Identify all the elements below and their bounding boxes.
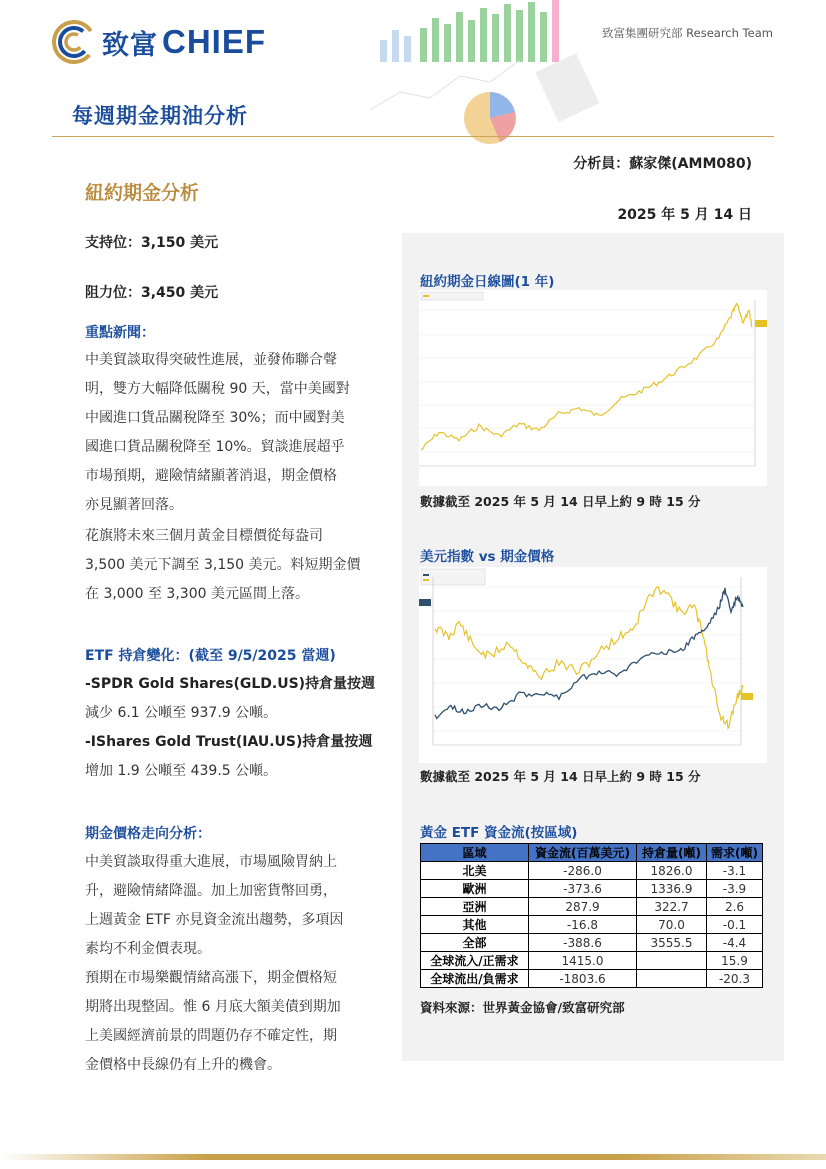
table-cell: 1415.0 [529, 952, 637, 970]
company-logo [52, 20, 266, 64]
table-cell: -286.0 [529, 862, 637, 880]
outlook-line: 期將出現整固。惟 6 月底大額美債到期加 [85, 999, 341, 1015]
title-divider [52, 136, 774, 137]
table-cell: -16.8 [529, 916, 637, 934]
table-cell: -373.6 [529, 880, 637, 898]
last-price-tag [755, 320, 767, 327]
outlook-line: 預期在市場樂觀情緒高漲下，期金價格短 [85, 970, 337, 986]
chart-legend-box [421, 569, 485, 585]
table-row [421, 916, 763, 934]
news-line: 中美貿談取得突破性進展，並發佈聯合聲 [85, 352, 337, 368]
row-label: 全球流入/正需求 [421, 952, 529, 970]
trend-line: 上週黃金 ETF 亦見資金流出趨勢，多項因 [85, 912, 344, 928]
trend-line: 升，避險情緒降溫。加上加密貨幣回勇， [85, 883, 337, 899]
table-cell: -3.1 [707, 862, 763, 880]
trend-line: 中美貿談取得重大進展，市場風險胃納上 [85, 854, 337, 870]
table-cell: 2.6 [707, 898, 763, 916]
table-cell: -388.6 [529, 934, 637, 952]
news-paragraph [85, 346, 393, 520]
trend-heading: 期金價格走向分析： [85, 826, 211, 842]
news-line: 亦見顯著回落。 [85, 497, 183, 513]
row-label: 亞洲 [421, 898, 529, 916]
table-cell: 1336.9 [637, 880, 707, 898]
dxy-vs-gold-chart [419, 567, 767, 763]
citi-line: 3,500 美元下調至 3,150 美元。料短期金價 [85, 557, 361, 573]
table-cell: 3555.5 [637, 934, 707, 952]
outlook-line: 金價格中長線仍有上升的機會。 [85, 1057, 281, 1073]
etf-line: -SPDR Gold Shares(GLD.US)持倉量按週 [85, 676, 376, 692]
citi-line: 花旗將未來三個月黃金目標價從每盎司 [85, 528, 323, 544]
table-cell: -4.4 [707, 934, 763, 952]
report-title: 每週期金期油分析 [72, 104, 248, 128]
news-line: 國進口貨品關稅降至 10%。貿談進展超乎 [85, 439, 345, 455]
chart-legend-box [421, 292, 483, 300]
dxy-chart-note: 數據截至 2025 年 5 月 14 日早上約 9 時 15 分 [420, 769, 701, 784]
column-header: 資金流(百萬美元) [529, 844, 637, 862]
row-label: 全部 [421, 934, 529, 952]
table-cell: -20.3 [707, 970, 763, 988]
analyst-name: 分析員：蘇家傑(AMM080) [573, 156, 752, 172]
table-cell: 322.7 [637, 898, 707, 916]
footer-divider [0, 1154, 826, 1160]
table-cell [637, 970, 707, 988]
table-cell: 70.0 [637, 916, 707, 934]
report-date: 2025 年 5 月 14 日 [617, 207, 752, 223]
etf-line: -IShares Gold Trust(IAU.US)持倉量按週 [85, 734, 373, 750]
gold-daily-chart-plot [419, 290, 767, 486]
table-cell: 15.9 [707, 952, 763, 970]
gold-daily-chart [419, 290, 767, 486]
table-cell: -0.1 [707, 916, 763, 934]
etf-line: 增加 1.9 公噸至 439.5 公噸。 [85, 763, 278, 779]
section-title: 紐約期金分析 [85, 182, 200, 204]
trend-paragraph [85, 848, 393, 964]
table-header-row [421, 844, 763, 862]
table-cell: -3.9 [707, 880, 763, 898]
row-label: 其他 [421, 916, 529, 934]
chief-logo-mark-icon [52, 20, 96, 64]
logo-english-text: CHIEF [162, 23, 266, 60]
etf-flow-table-title: 黃金 ETF 資金流(按區域) [420, 825, 578, 841]
etf-flow-table [420, 843, 763, 988]
etf-paragraph [85, 670, 393, 786]
table-row [421, 880, 763, 898]
news-line: 市場預期，避險情緒顯著消退，期金價格 [85, 468, 337, 484]
trend-line: 素均不利金價表現。 [85, 941, 211, 957]
research-team-label: 致富集團研究部 Research Team [602, 26, 773, 40]
citi-paragraph [85, 522, 393, 609]
gold-chart-title: 紐約期金日線圖(1 年) [420, 274, 555, 290]
row-label: 全球流出/負需求 [421, 970, 529, 988]
header-decorative-chart-icon [340, 0, 600, 150]
table-source-note: 資料來源：世界黃金協會/致富研究部 [420, 1000, 625, 1015]
column-header: 持倉量(噸) [637, 844, 707, 862]
citi-line: 在 3,000 至 3,300 美元區間上落。 [85, 586, 309, 602]
news-heading: 重點新聞： [85, 325, 155, 341]
news-line: 明，雙方大幅降低關稅 90 天，當中美國對 [85, 381, 350, 397]
logo-chinese-text: 致富 [102, 29, 158, 61]
table-row [421, 934, 763, 952]
column-header: 需求(噸) [707, 844, 763, 862]
resistance-level: 阻力位：3,450 美元 [85, 285, 219, 301]
table-row [421, 862, 763, 880]
column-header: 區域 [421, 844, 529, 862]
news-line: 中國進口貨品關稅降至 30%；而中國對美 [85, 410, 345, 426]
row-label: 北美 [421, 862, 529, 880]
outlook-paragraph [85, 964, 393, 1080]
table-cell [637, 952, 707, 970]
row-label: 歐洲 [421, 880, 529, 898]
table-row [421, 952, 763, 970]
table-row [421, 898, 763, 916]
table-row [421, 970, 763, 988]
etf-heading: ETF 持倉變化：(截至 9/5/2025 當週) [85, 648, 336, 664]
dxy-chart-title: 美元指數 vs 期金價格 [420, 549, 555, 565]
etf-line: 減少 6.1 公噸至 937.9 公噸。 [85, 705, 278, 721]
table-cell: -1803.6 [529, 970, 637, 988]
dxy-vs-gold-chart-plot [419, 567, 767, 763]
dxy-value-tag [419, 599, 431, 606]
support-level: 支持位：3,150 美元 [85, 235, 219, 251]
gold-chart-note: 數據截至 2025 年 5 月 14 日早上約 9 時 15 分 [420, 494, 701, 509]
table-cell: 287.9 [529, 898, 637, 916]
gold-value-tag [741, 693, 753, 700]
table-cell: 1826.0 [637, 862, 707, 880]
page-header [0, 0, 826, 90]
outlook-line: 上美國經濟前景的問題仍存不確定性，期 [85, 1028, 337, 1044]
